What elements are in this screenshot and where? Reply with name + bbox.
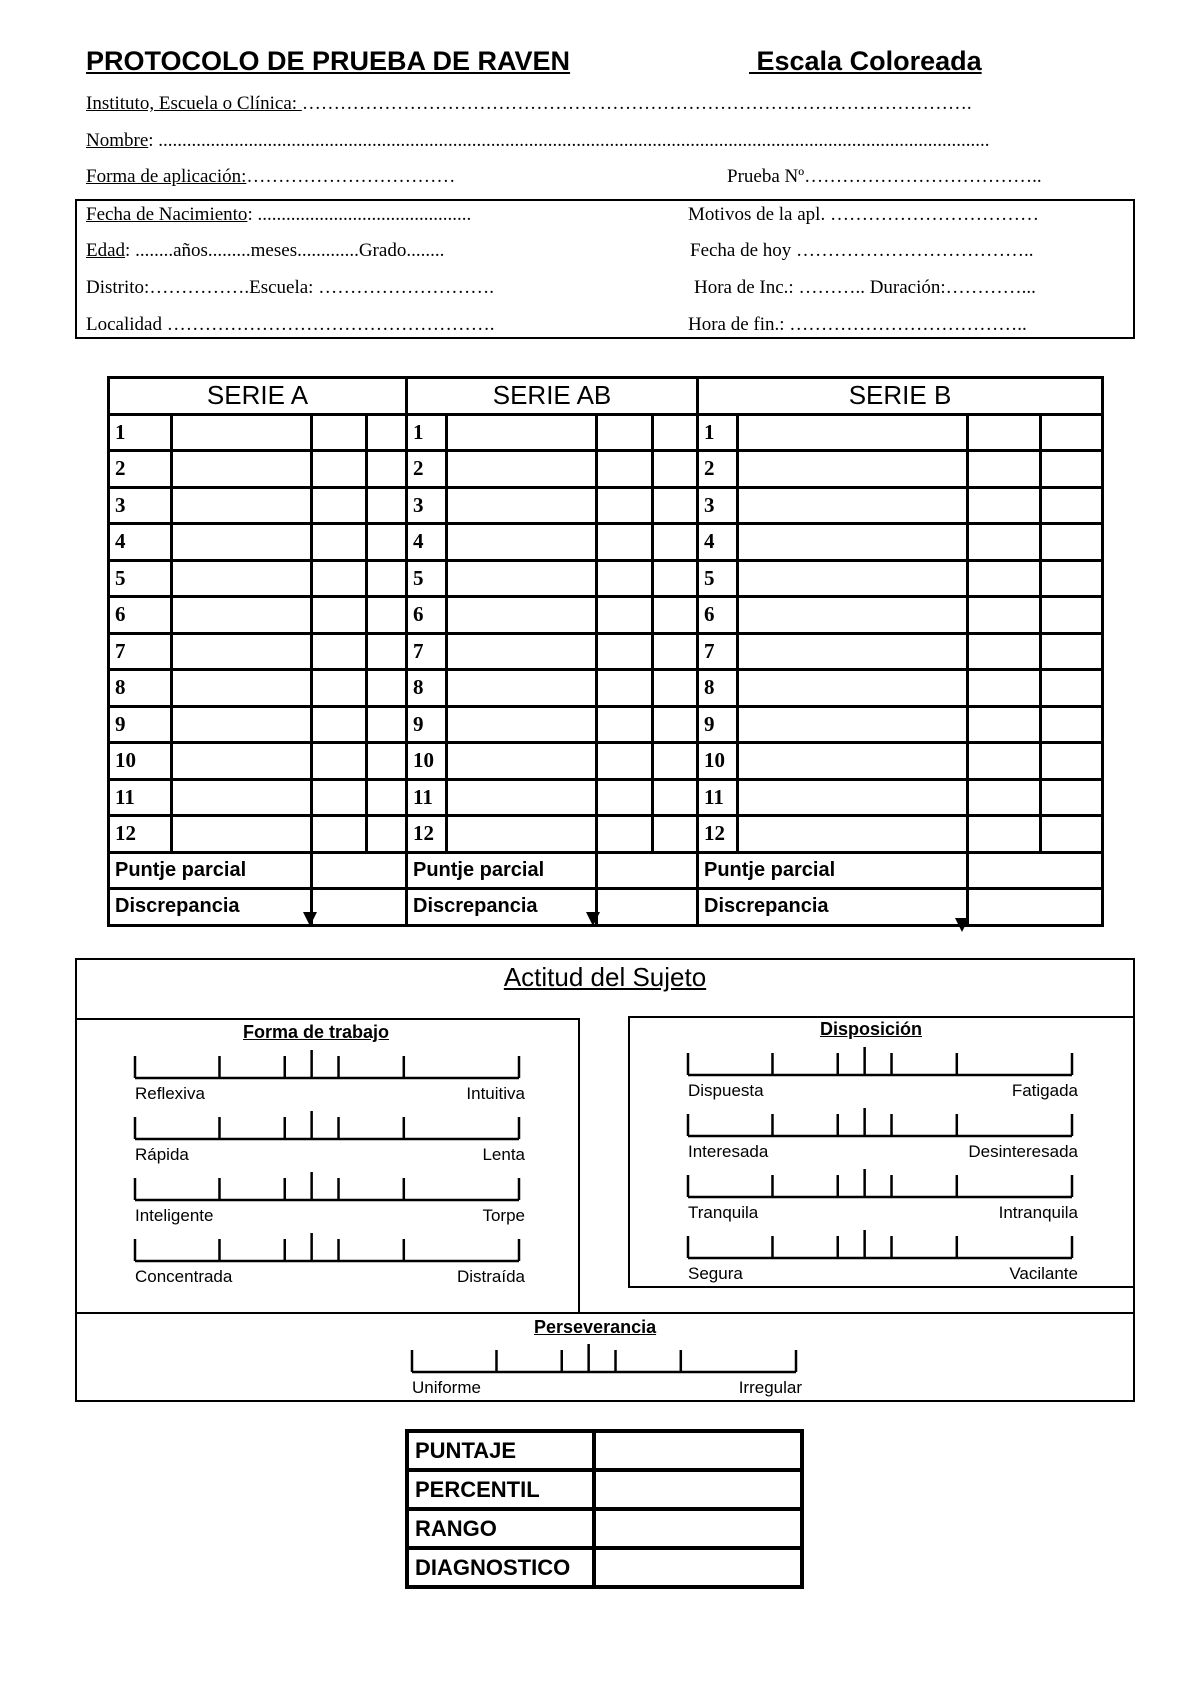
series-b-answer-cell[interactable] [1041,487,1103,524]
series-ab-answer-cell[interactable] [447,524,597,561]
series-a-answer-cell[interactable] [367,597,407,634]
disposition-scale-right-label: Vacilante [1009,1264,1078,1283]
series-ab-answer-cell[interactable] [653,524,698,561]
series-b-answer-cell[interactable] [738,414,968,451]
series-a-partial-value[interactable] [312,852,407,889]
series-ab-answer-cell[interactable] [447,816,597,853]
disposition-scale-line[interactable] [686,1047,1074,1083]
series-a-answer-cell[interactable] [312,743,367,780]
series-a-answer-cell[interactable] [312,451,367,488]
series-a-answer-cell[interactable] [312,706,367,743]
work-scale-left-label: Inteligente [135,1206,214,1225]
series-b-answer-cell[interactable] [1041,743,1103,780]
reasons-field[interactable]: Motivos de la apl. …………………………… [688,204,1039,225]
perseverance-scale-line[interactable] [410,1344,798,1380]
series-b-answer-cell[interactable] [738,597,968,634]
disposition-scale-right-label: Desinteresada [968,1142,1078,1161]
age-rest: : ........años.........meses.............Grado........ [125,240,445,261]
disposition-title: Disposición [820,1019,923,1039]
series-ab-answer-cell[interactable] [447,414,597,451]
test-number-field[interactable]: Prueba Nº……………………………….. [727,166,1042,187]
series-a-item-number: 8 [109,670,172,707]
series-ab-answer-cell[interactable] [653,560,698,597]
birth-date-field[interactable] [86,204,471,226]
series-a-answer-cell[interactable] [367,487,407,524]
series-ab-item-number: 12 [407,816,447,853]
series-a-answer-cell[interactable] [367,743,407,780]
series-a-answer-cell[interactable] [367,816,407,853]
series-b-answer-cell[interactable] [738,524,968,561]
series-a-item-number: 11 [109,779,172,816]
item-row [109,779,1103,816]
series-b-item-number: 3 [698,487,738,524]
series-b-item-number: 7 [698,633,738,670]
series-a-item-number: 10 [109,743,172,780]
start-time-field[interactable]: Hora de Inc.: ……….. Duración:…………... [694,277,1036,298]
district-field[interactable]: Distrito:…………….Escuela: ………………………. [86,277,494,298]
series-a-answer-cell[interactable] [367,451,407,488]
item-row [109,816,1103,853]
series-ab-answer-cell[interactable] [597,524,653,561]
series-b-answer-cell[interactable] [1041,560,1103,597]
score-label: PUNTAJE [407,1431,594,1470]
series-ab-answer-cell[interactable] [597,779,653,816]
series-b-item-number: 4 [698,524,738,561]
series-a-answer-cell[interactable] [172,779,312,816]
series-ab-answer-cell[interactable] [447,706,597,743]
series-a-answer-cell[interactable] [172,633,312,670]
series-b-answer-cell[interactable] [968,816,1041,853]
series-b-answer-cell[interactable] [738,779,968,816]
series-ab-item-number: 6 [407,597,447,634]
series-b-item-number: 12 [698,816,738,853]
perseverance-scale-left-label: Uniforme [412,1378,481,1397]
series-ab-answer-cell[interactable] [653,743,698,780]
score-row [407,1548,802,1587]
series-ab-answer-cell[interactable] [597,670,653,707]
score-row [407,1470,802,1509]
series-ab-answer-cell[interactable] [653,414,698,451]
series-a-item-number: 4 [109,524,172,561]
series-ab-answer-cell[interactable] [447,597,597,634]
disposition-scale-right-label: Fatigada [1011,1081,1078,1100]
series-a-item-number: 9 [109,706,172,743]
disposition-scale-right-label: Intranquila [998,1203,1078,1222]
score-value-cell[interactable] [594,1548,802,1587]
work-scale-line[interactable] [133,1233,521,1269]
series-ab-answer-cell[interactable] [447,451,597,488]
application-dots: …………………………… [246,166,456,187]
series-b-answer-cell[interactable] [738,633,968,670]
series-b-answer-cell[interactable] [968,560,1041,597]
series-ab-item-number: 11 [407,779,447,816]
series-ab-item-number: 9 [407,706,447,743]
series-b-answer-cell[interactable] [738,670,968,707]
score-value-cell[interactable] [594,1431,802,1470]
series-b-answer-cell[interactable] [968,414,1041,451]
series-a-answer-cell[interactable] [367,633,407,670]
series-ab-answer-cell[interactable] [447,560,597,597]
item-row [109,560,1103,597]
disposition-scale-left-label: Interesada [688,1142,769,1161]
series-ab-answer-cell[interactable] [447,633,597,670]
work-scale-right-label: Lenta [482,1145,525,1164]
series-b-item-number: 1 [698,414,738,451]
series-ab-answer-cell[interactable] [597,451,653,488]
disposition-scale-left-label: Tranquila [688,1203,759,1222]
series-ab-answer-cell[interactable] [597,743,653,780]
series-table [107,376,1104,927]
series-b-answer-cell[interactable] [738,487,968,524]
work-title: Forma de trabajo [243,1022,390,1042]
score-value-cell[interactable] [594,1509,802,1548]
series-ab-answer-cell[interactable] [597,414,653,451]
series-ab-item-number: 3 [407,487,447,524]
series-ab-answer-cell[interactable] [447,743,597,780]
series-a-item-number: 3 [109,487,172,524]
series-a-answer-cell[interactable] [312,816,367,853]
work-scale-line[interactable] [133,1172,521,1208]
series-b-item-number: 9 [698,706,738,743]
series-a-answer-cell[interactable] [172,743,312,780]
series-b-answer-cell[interactable] [1041,451,1103,488]
series-ab-answer-cell[interactable] [653,670,698,707]
series-a-answer-cell[interactable] [172,451,312,488]
today-date-field[interactable]: Fecha de hoy ……………………………….. [690,240,1034,261]
series-ab-item-number: 5 [407,560,447,597]
perseverance-scale-right-label: Irregular [738,1378,802,1397]
series-b-answer-cell[interactable] [968,487,1041,524]
disposition-scale-line[interactable] [686,1169,1074,1205]
score-row [407,1509,802,1548]
institute-dots: ……………………………………………………………………………………………. [301,93,972,114]
series-b-item-number: 2 [698,451,738,488]
series-ab-partial-value[interactable] [597,852,698,889]
application-field[interactable] [86,166,455,188]
work-scale-right-label: Intuitiva [466,1084,525,1103]
attitude-title: Actitud del Sujeto [503,962,707,992]
series-a-answer-cell[interactable] [312,487,367,524]
series-a-item-number: 6 [109,597,172,634]
series-ab-answer-cell[interactable] [653,633,698,670]
series-b-partial-label: Puntje parcial [698,852,968,889]
series-a-answer-cell[interactable] [312,560,367,597]
series-ab-answer-cell[interactable] [653,816,698,853]
disposition-scale-line[interactable] [686,1108,1074,1144]
score-value-cell[interactable] [594,1470,802,1509]
series-b-answer-cell[interactable] [968,779,1041,816]
series-b-answer-cell[interactable] [738,743,968,780]
series-ab-answer-cell[interactable] [447,487,597,524]
item-row [109,487,1103,524]
item-row [109,597,1103,634]
series-ab-discrepancy-value[interactable] [597,889,698,926]
series-ab-answer-cell[interactable] [653,597,698,634]
series-a-answer-cell[interactable] [367,670,407,707]
series-a-answer-cell[interactable] [172,597,312,634]
score-table [405,1429,804,1589]
series-b-answer-cell[interactable] [1041,670,1103,707]
partial-row [109,852,1103,889]
birth-date-label: Fecha de Nacimiento [86,204,248,225]
series-a-answer-cell[interactable] [367,779,407,816]
series-ab-answer-cell[interactable] [653,706,698,743]
work-scale-left-label: Reflexiva [135,1084,205,1103]
series-b-header: SERIE B [698,378,1103,415]
series-a-item-number: 7 [109,633,172,670]
birth-date-dots: : ............................................. [247,204,472,225]
series-b-item-number: 5 [698,560,738,597]
work-scale-right-label: Torpe [482,1206,525,1225]
series-a-answer-cell[interactable] [172,560,312,597]
series-ab-answer-cell[interactable] [447,670,597,707]
age-label: Edad [86,240,126,261]
series-b-answer-cell[interactable] [968,633,1041,670]
item-row [109,414,1103,451]
score-label: DIAGNOSTICO [407,1548,594,1587]
series-ab-answer-cell[interactable] [597,560,653,597]
score-label: PERCENTIL [407,1470,594,1509]
series-b-discrepancy-label: Discrepancia [698,889,968,926]
series-a-answer-cell[interactable] [367,560,407,597]
series-a-answer-cell[interactable] [312,779,367,816]
series-ab-answer-cell[interactable] [653,487,698,524]
series-ab-answer-cell[interactable] [447,779,597,816]
end-time-field[interactable]: Hora de fin.: ……………………………….. [688,314,1027,335]
work-scale-line[interactable] [133,1111,521,1147]
series-b-answer-cell[interactable] [1041,779,1103,816]
series-ab-header: SERIE AB [407,378,698,415]
series-a-answer-cell[interactable] [312,414,367,451]
series-ab-discrepancy-label: Discrepancia [407,889,597,926]
perseverance-title: Perseverancia [534,1317,657,1337]
item-row [109,706,1103,743]
series-ab-answer-cell[interactable] [597,706,653,743]
name-label: Nombre [86,130,149,151]
series-a-discrepancy-value[interactable] [312,889,407,926]
series-ab-item-number: 10 [407,743,447,780]
series-b-item-number: 8 [698,670,738,707]
series-a-answer-cell[interactable] [172,670,312,707]
series-b-answer-cell[interactable] [1041,633,1103,670]
series-a-answer-cell[interactable] [367,706,407,743]
series-ab-answer-cell[interactable] [597,597,653,634]
item-row [109,633,1103,670]
series-b-answer-cell[interactable] [968,451,1041,488]
series-b-item-number: 6 [698,597,738,634]
series-a-answer-cell[interactable] [172,524,312,561]
series-a-answer-cell[interactable] [312,633,367,670]
item-row [109,524,1103,561]
page-title: PROTOCOLO DE PRUEBA DE RAVEN [86,46,571,76]
score-row [407,1431,802,1470]
series-a-discrepancy-label: Discrepancia [109,889,312,926]
series-a-header: SERIE A [109,378,407,415]
series-a-answer-cell[interactable] [172,414,312,451]
series-a-item-number: 2 [109,451,172,488]
series-ab-answer-cell[interactable] [597,487,653,524]
locality-field[interactable]: Localidad ……………………………………………. [86,314,495,335]
disposition-scale-left-label: Segura [688,1264,743,1283]
series-a-answer-cell[interactable] [172,487,312,524]
series-a-answer-cell[interactable] [312,524,367,561]
work-scale-left-label: Concentrada [135,1267,233,1286]
name-dots: : ............................................................................................................................................................................... [148,130,990,151]
score-label: RANGO [407,1509,594,1548]
series-b-item-number: 11 [698,779,738,816]
series-b-answer-cell[interactable] [738,816,968,853]
disposition-scale-left-label: Dispuesta [688,1081,764,1100]
series-ab-partial-label: Puntje parcial [407,852,597,889]
work-scale-left-label: Rápida [135,1145,189,1164]
series-b-answer-cell[interactable] [1041,524,1103,561]
series-b-answer-cell[interactable] [1041,816,1103,853]
series-b-answer-cell[interactable] [1041,414,1103,451]
item-row [109,670,1103,707]
disposition-scale-line[interactable] [686,1230,1074,1266]
series-b-answer-cell[interactable] [968,524,1041,561]
series-b-answer-cell[interactable] [738,706,968,743]
institute-label: Instituto, Escuela o Clínica: [86,93,302,114]
series-b-answer-cell[interactable] [738,560,968,597]
series-b-item-number: 10 [698,743,738,780]
series-b-answer-cell[interactable] [1041,597,1103,634]
item-row [109,451,1103,488]
series-b-answer-cell[interactable] [968,706,1041,743]
work-scale-line[interactable] [133,1050,521,1086]
item-row [109,743,1103,780]
series-a-answer-cell[interactable] [172,816,312,853]
name-field[interactable] [86,130,990,152]
application-label: Forma de aplicación: [86,166,247,187]
series-ab-answer-cell[interactable] [653,451,698,488]
series-a-item-number: 1 [109,414,172,451]
series-ab-item-number: 8 [407,670,447,707]
series-a-item-number: 12 [109,816,172,853]
series-a-answer-cell[interactable] [312,670,367,707]
series-a-answer-cell[interactable] [312,597,367,634]
age-field[interactable] [86,240,444,262]
institute-field[interactable] [86,93,972,115]
series-ab-answer-cell[interactable] [597,816,653,853]
series-ab-item-number: 7 [407,633,447,670]
series-b-partial-value[interactable] [968,852,1103,889]
series-b-answer-cell[interactable] [738,451,968,488]
series-ab-answer-cell[interactable] [653,779,698,816]
series-b-answer-cell[interactable] [968,670,1041,707]
work-scale-right-label: Distraída [456,1267,525,1286]
series-a-item-number: 5 [109,560,172,597]
discrepancy-row [109,889,1103,926]
series-a-partial-label: Puntje parcial [109,852,312,889]
series-a-answer-cell[interactable] [367,524,407,561]
series-ab-item-number: 2 [407,451,447,488]
series-ab-item-number: 1 [407,414,447,451]
series-b-answer-cell[interactable] [968,597,1041,634]
series-b-answer-cell[interactable] [968,743,1041,780]
series-a-answer-cell[interactable] [172,706,312,743]
series-b-answer-cell[interactable] [1041,706,1103,743]
scale-title: Escala Coloreada [749,46,982,76]
series-b-discrepancy-value[interactable] [968,889,1103,926]
series-ab-item-number: 4 [407,524,447,561]
series-a-answer-cell[interactable] [367,414,407,451]
series-ab-answer-cell[interactable] [597,633,653,670]
